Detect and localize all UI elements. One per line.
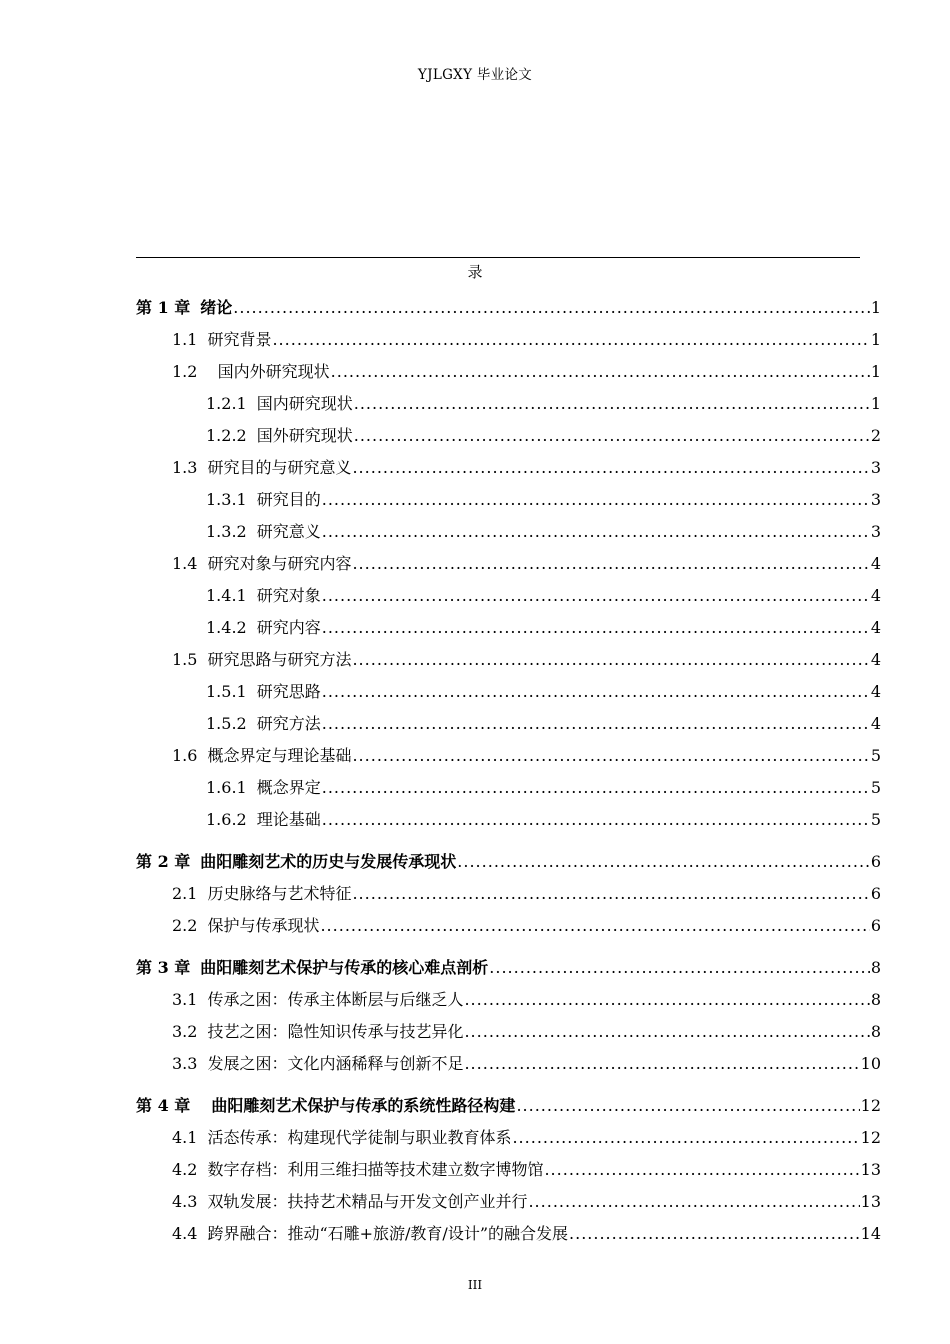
toc-entry-title: 绪论: [200, 298, 233, 317]
toc-entry-page: 2: [870, 426, 881, 445]
toc-entry-page: 13: [860, 1192, 881, 1211]
toc-entry-number: 1.2.1: [206, 394, 247, 413]
toc-entry-page: 5: [870, 746, 881, 765]
toc-entry-number: 4.1: [172, 1128, 198, 1147]
toc-leader-dots: [322, 772, 870, 804]
toc-entry-number: 3.1: [172, 990, 198, 1009]
toc-entry-page: 8: [870, 958, 881, 977]
toc-leader-dots: [489, 952, 870, 984]
toc-entry-number: 第 4 章: [136, 1096, 191, 1115]
toc-entry-page: 4: [870, 618, 881, 637]
toc-entry-title: 活态传承：构建现代学徒制与职业教育体系: [207, 1128, 512, 1147]
running-header: YJLGXY 毕业论文: [417, 67, 533, 83]
toc-entry-page: 4: [870, 714, 881, 733]
toc-entry-page: 1: [870, 362, 881, 381]
toc-entry-title: 研究内容: [256, 618, 321, 637]
toc-subsection-entry[interactable]: [136, 420, 881, 452]
toc-leader-dots: [516, 1090, 859, 1122]
toc-subsection-entry[interactable]: [136, 580, 881, 612]
toc-section-entry[interactable]: [136, 1186, 881, 1218]
toc-leader-dots: [272, 324, 869, 356]
toc-entry-title: 传承之困：传承主体断层与后继乏人: [207, 990, 464, 1009]
toc-leader-dots: [352, 452, 869, 484]
toc-leader-dots: [320, 910, 869, 942]
toc-leader-dots: [322, 580, 870, 612]
toc-leader-dots: [464, 1048, 859, 1080]
toc-entry-number: 1.4: [172, 554, 198, 573]
toc-entry-title: 理论基础: [256, 810, 321, 829]
toc-section-entry[interactable]: [136, 1122, 881, 1154]
toc-subsection-entry[interactable]: [136, 708, 881, 740]
toc-leader-dots: [352, 740, 869, 772]
toc-entry-page: 1: [870, 298, 881, 317]
toc-entry-number: 1.2.2: [206, 426, 247, 445]
toc-entry-page: 1: [870, 394, 881, 413]
toc-section-entry[interactable]: [136, 548, 881, 580]
toc-subsection-entry[interactable]: [136, 676, 881, 708]
toc-leader-dots: [464, 984, 869, 1016]
toc-chapter-entry[interactable]: [136, 846, 881, 878]
toc-entry-title: 国外研究现状: [256, 426, 353, 445]
toc-chapter-entry[interactable]: [136, 952, 881, 984]
toc-entry-page: 13: [860, 1160, 881, 1179]
toc-entry-title: 国内外研究现状: [207, 362, 330, 381]
toc-section-entry[interactable]: [136, 1154, 881, 1186]
toc-entry-title: 研究目的与研究意义: [207, 458, 352, 477]
toc-entry-number: 1.4.2: [206, 618, 247, 637]
toc-entry-number: 3.3: [172, 1054, 198, 1073]
toc-leader-dots: [322, 804, 870, 836]
toc-entry-number: 4.2: [172, 1160, 198, 1179]
toc-entry-title: 数字存档：利用三维扫描等技术建立数字博物馆: [207, 1160, 544, 1179]
toc-leader-dots: [331, 356, 870, 388]
toc-entry-number: 1.5.1: [206, 682, 247, 701]
toc-entry-number: 1.3.1: [206, 490, 247, 509]
toc-leader-dots: [322, 484, 870, 516]
toc-entry-number: 1.5.2: [206, 714, 247, 733]
toc-entry-number: 1.4.1: [206, 586, 247, 605]
toc-leader-dots: [322, 708, 870, 740]
toc-entry-number: 2.1: [172, 884, 198, 903]
toc-leader-dots: [352, 878, 869, 910]
toc-entry-page: 8: [870, 1022, 881, 1041]
toc-entry-page: 14: [860, 1224, 881, 1243]
toc-entry-title: 双轨发展：扶持艺术精品与开发文创产业并行: [207, 1192, 528, 1211]
toc-subsection-entry[interactable]: [136, 772, 881, 804]
toc-entry-title: 研究目的: [256, 490, 321, 509]
toc-chapter-entry[interactable]: [136, 1090, 881, 1122]
toc-entry-page: 10: [860, 1054, 881, 1073]
toc-section-entry[interactable]: [136, 452, 881, 484]
toc-entry-page: 3: [870, 458, 881, 477]
toc-entry-page: 4: [870, 682, 881, 701]
toc-section-entry[interactable]: [136, 356, 881, 388]
toc-entry-number: 第 2 章: [136, 852, 191, 871]
toc-entry-title: 历史脉络与艺术特征: [207, 884, 352, 903]
toc-entry-title: 研究意义: [256, 522, 321, 541]
toc-leader-dots: [233, 292, 870, 324]
toc-leader-dots: [352, 644, 869, 676]
toc-entry-title: 曲阳雕刻艺术保护与传承的核心难点剖析: [200, 958, 489, 977]
toc-entry-number: 1.3: [172, 458, 198, 477]
toc-entry-number: 4.3: [172, 1192, 198, 1211]
toc-leader-dots: [528, 1186, 859, 1218]
toc-entry-number: 第 3 章: [136, 958, 191, 977]
toc-entry-title: 曲阳雕刻艺术的历史与发展传承现状: [200, 852, 457, 871]
toc-entry-number: 1.3.2: [206, 522, 247, 541]
toc-entry-page: 6: [870, 852, 881, 871]
toc-section-entry[interactable]: [136, 984, 881, 1016]
toc-chapter-entry[interactable]: [136, 292, 881, 324]
toc-entry-title: 国内研究现状: [256, 394, 353, 413]
toc-subsection-entry[interactable]: [136, 484, 881, 516]
toc-entry-number: 1.6: [172, 746, 198, 765]
toc-entry-page: 6: [870, 916, 881, 935]
toc-entry-page: 8: [870, 990, 881, 1009]
table-of-contents: [136, 292, 881, 1250]
toc-leader-dots: [322, 612, 870, 644]
toc-entry-number: 3.2: [172, 1022, 198, 1041]
toc-entry-page: 3: [870, 490, 881, 509]
toc-entry-number: 4.4: [172, 1224, 198, 1243]
toc-entry-page: 5: [870, 778, 881, 797]
toc-entry-page: 4: [870, 586, 881, 605]
toc-title: 录: [467, 263, 483, 281]
toc-entry-title: 保护与传承现状: [207, 916, 320, 935]
toc-entry-title: 研究方法: [256, 714, 321, 733]
toc-entry-title: 研究背景: [207, 330, 272, 349]
toc-entry-title: 研究思路与研究方法: [207, 650, 352, 669]
toc-entry-page: 12: [860, 1096, 881, 1115]
toc-section-entry[interactable]: [136, 324, 881, 356]
toc-entry-page: 1: [870, 330, 881, 349]
toc-entry-number: 第 1 章: [136, 298, 191, 317]
toc-entry-page: 4: [870, 650, 881, 669]
toc-entry-page: 4: [870, 554, 881, 573]
toc-section-entry[interactable]: [136, 878, 881, 910]
toc-entry-title: 技艺之困：隐性知识传承与技艺异化: [207, 1022, 464, 1041]
header-rule: [136, 257, 860, 258]
toc-entry-title: 研究对象: [256, 586, 321, 605]
toc-entry-number: 1.2: [172, 362, 198, 381]
toc-section-entry[interactable]: [136, 1016, 881, 1048]
toc-entry-title: 研究思路: [256, 682, 321, 701]
toc-section-entry[interactable]: [136, 740, 881, 772]
toc-entry-number: 1.1: [172, 330, 198, 349]
page-number: III: [467, 1278, 483, 1292]
toc-leader-dots: [457, 846, 870, 878]
toc-entry-page: 3: [870, 522, 881, 541]
toc-entry-title: 跨界融合：推动“石雕+旅游/教育/设计”的融合发展: [207, 1224, 569, 1243]
toc-leader-dots: [464, 1016, 869, 1048]
toc-leader-dots: [512, 1122, 859, 1154]
toc-entry-number: 2.2: [172, 916, 198, 935]
toc-subsection-entry[interactable]: [136, 612, 881, 644]
toc-entry-title: 概念界定与理论基础: [207, 746, 352, 765]
toc-leader-dots: [544, 1154, 859, 1186]
toc-section-entry[interactable]: [136, 1218, 881, 1250]
toc-section-entry[interactable]: [136, 644, 881, 676]
toc-entry-title: 概念界定: [256, 778, 321, 797]
toc-entry-title: 发展之困：文化内涵稀释与创新不足: [207, 1054, 464, 1073]
toc-subsection-entry[interactable]: [136, 804, 881, 836]
toc-entry-number: 1.6.1: [206, 778, 247, 797]
toc-entry-title: 研究对象与研究内容: [207, 554, 352, 573]
toc-section-entry[interactable]: [136, 1048, 881, 1080]
toc-entry-page: 5: [870, 810, 881, 829]
toc-entry-number: 1.5: [172, 650, 198, 669]
toc-leader-dots: [352, 548, 869, 580]
toc-leader-dots: [354, 388, 870, 420]
toc-entry-page: 12: [860, 1128, 881, 1147]
toc-section-entry[interactable]: [136, 910, 881, 942]
toc-entry-number: 1.6.2: [206, 810, 247, 829]
toc-leader-dots: [354, 420, 870, 452]
toc-leader-dots: [569, 1218, 860, 1250]
toc-subsection-entry[interactable]: [136, 388, 881, 420]
toc-leader-dots: [322, 516, 870, 548]
toc-subsection-entry[interactable]: [136, 516, 881, 548]
toc-entry-title: 曲阳雕刻艺术保护与传承的系统性路径构建: [200, 1096, 516, 1115]
toc-entry-page: 6: [870, 884, 881, 903]
toc-leader-dots: [322, 676, 870, 708]
